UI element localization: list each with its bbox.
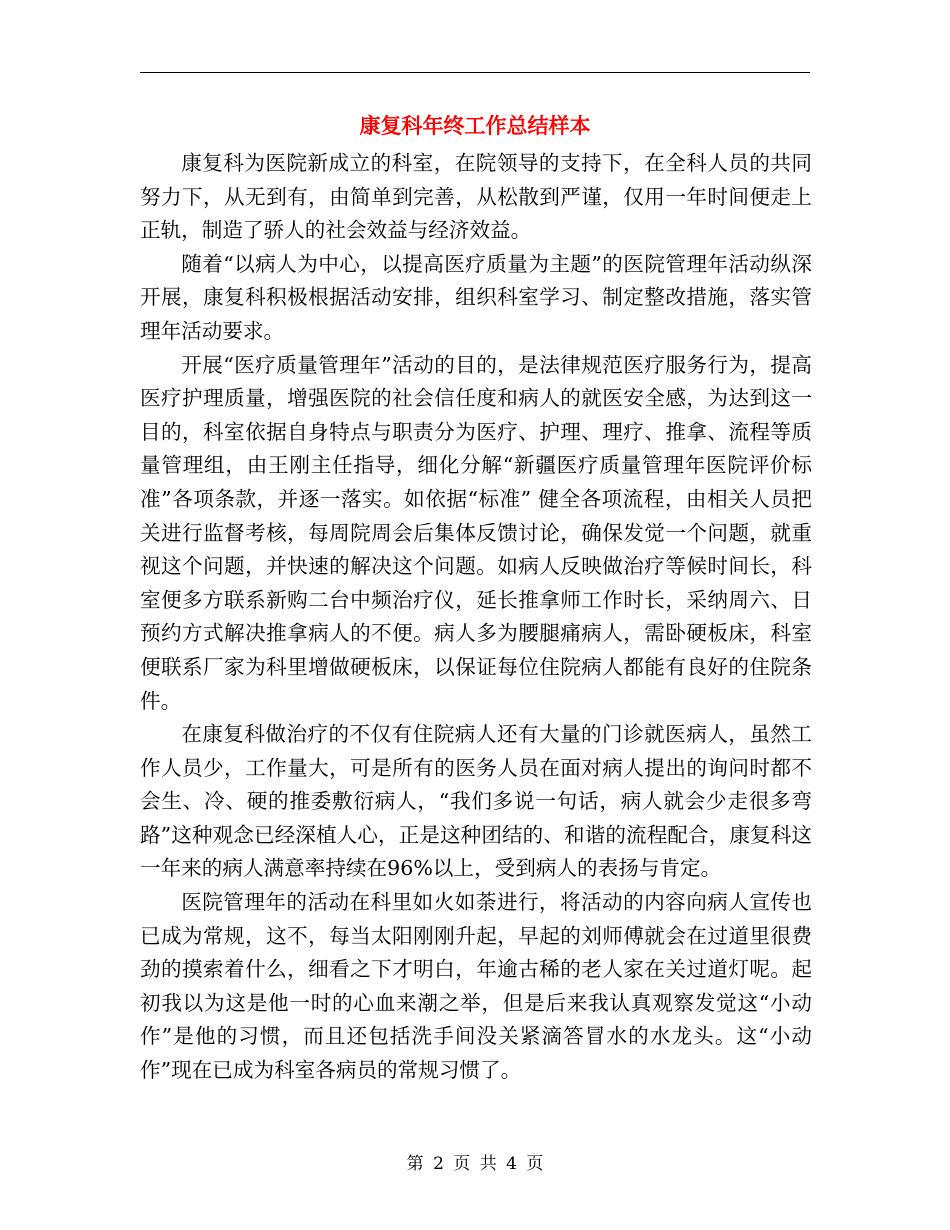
paragraph-3: 开展“医疗质量管理年”活动的目的，是法律规范医疗服务行为，提高医疗护理质量，增强医院的社会信任度和病人的就医安全感，为达到这一目的，科室依据自身特点与职责分为医疗、护理、理疗、推拿、流程等质量管理组，由王刚主任指导，细化分解“新疆医疗质量管理年医院评价标准”各项条款，并逐一落实。如依据“标准” 健全各项流程，由相关人员把关进行监督考核，每周院周会后集体反馈讨论，确保发觉一个问题，就重视这个问题，并快速的解决这个问题。如病人反映做治疗等候时间长，科室便多方联系新购二台中频治疗仪，延长推拿师工作时长，采纳周六、日预约方式解决推拿病人的不便。病人多为腰腿痛病人，需卧硬板床，科室便联系厂家为科里增做硬板床，以保证每位住院病人都能有良好的住院条件。: [140, 352, 812, 713]
header-rule: [140, 72, 810, 73]
paragraph-5: 医院管理年的活动在科里如火如荼进行，将活动的内容向病人宣传也已成为常规，这不，每当太阳刚刚升起，早起的刘师傅就会在过道里很费劲的摸索着什么，细看之下才明白，年逾古稀的老人家在关过道灯呢。起初我以为这是他一时的心血来潮之举，但是后来我认真观察发觉这“小动作”是他的习惯，而且还包括洗手间没关紧滴答冒水的水龙头。这“小动作”现在已成为科室各病员的常规习惯了。: [140, 890, 812, 1083]
paragraph-2: 随着“以病人为中心，以提高医疗质量为主题”的医院管理年活动纵深开展，康复科积极根据活动安排，组织科室学习、制定整改措施，落实管理年活动要求。: [140, 251, 812, 343]
paragraph-1: 康复科为医院新成立的科室，在院领导的支持下，在全科人员的共同努力下，从无到有，由简单到完善，从松散到严谨，仅用一年时间便走上正轨，制造了骄人的社会效益与经济效益。: [140, 151, 812, 243]
document-body: [140, 147, 812, 1088]
page-footer: 第 2 页 共 4 页: [406, 1154, 544, 1174]
paragraph-4: 在康复科做治疗的不仅有住院病人还有大量的门诊就医病人，虽然工作人员少，工作量大，可是所有的医务人员在面对病人提出的询问时都不会生、冷、硬的推委敷衍病人，“我们多说一句话，病人就会少走很多弯路”这种观念已经深植人心，正是这种团结的、和谐的流程配合，康复科这一年来的病人满意率持续在96%以上，受到病人的表扬与肯定。: [140, 722, 812, 881]
document-title: 康复科年终工作总结样本: [359, 114, 591, 138]
